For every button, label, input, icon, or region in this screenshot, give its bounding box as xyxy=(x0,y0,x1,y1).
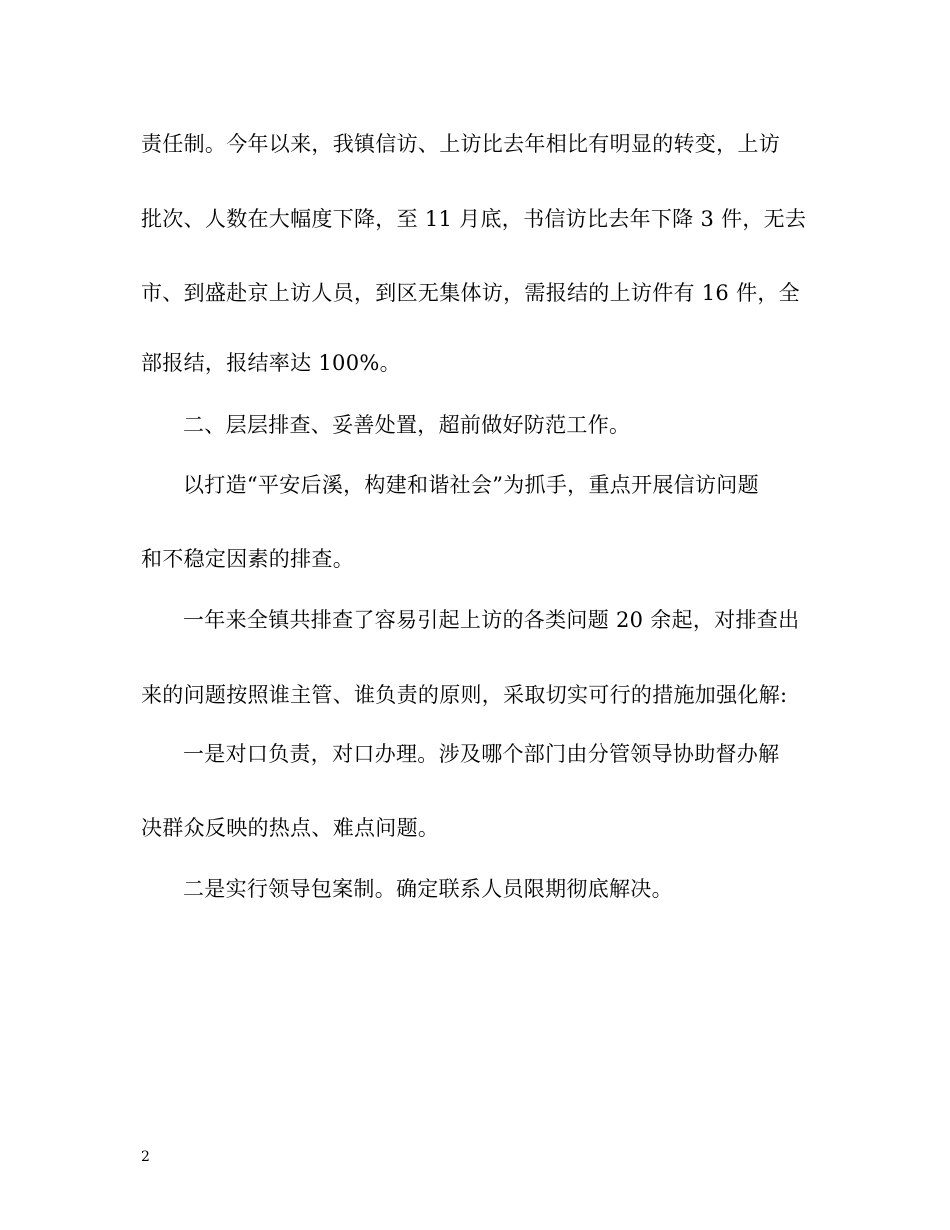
text-line-2: 批次、人数在大幅度下降，至 11 月底，书信访比去年下降 3 件，无去 xyxy=(141,207,807,231)
page-number: 2 xyxy=(141,1149,150,1165)
text-line-3: 市、到盛赴京上访人员，到区无集体访，需报结的上访件有 16 件，全 xyxy=(141,281,800,305)
text-line-10: 一是对口负责，对口办理。涉及哪个部门由分管领导协助督办解 xyxy=(183,742,780,766)
section-heading: 二、层层排查、妥善处置，超前做好防范工作。 xyxy=(183,413,631,437)
text-line-7: 和不稳定因素的排查。 xyxy=(141,547,354,571)
text-line-8: 一年来全镇共排查了容易引起上访的各类问题 20 余起，对排查出 xyxy=(183,608,800,632)
text-line-4: 部报结，报结率达 100%。 xyxy=(141,351,401,375)
text-line-9: 来的问题按照谁主管、谁负责的原则，采取切实可行的措施加强化解: xyxy=(141,683,788,707)
text-line-12: 二是实行领导包案制。确定联系人员限期彻底解决。 xyxy=(183,877,673,901)
text-line-6: 以打造“平安后溪，构建和谐社会”为抓手，重点开展信访问题 xyxy=(183,473,759,497)
text-line-1: 责任制。今年以来，我镇信访、上访比去年相比有明显的转变，上访 xyxy=(141,132,780,156)
text-line-11: 决群众反映的热点、难点问题。 xyxy=(141,816,440,840)
